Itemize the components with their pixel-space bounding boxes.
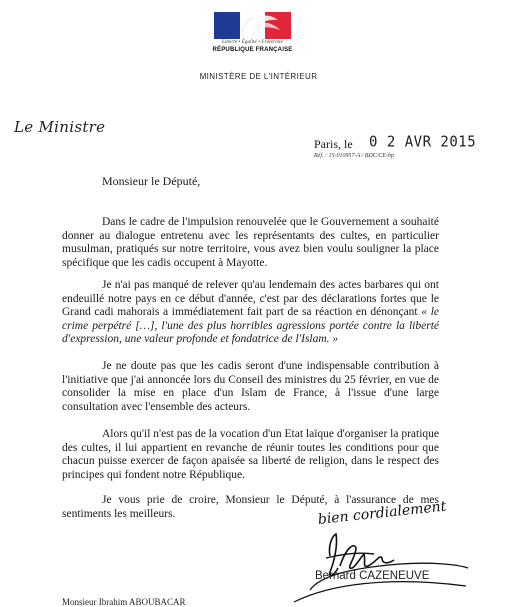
paragraph-2-intro: Je n'ai pas manqué de relever qu'au lendemain des actes barbares qui ont endeuillé notre pays en ce début d'année, c'est par des déclarations fortes que le Grand cadi mahorais a immédiatement fait part de sa réaction en dénonçant xyxy=(62,279,439,318)
addressee-name: Monsieur Ibrahim ABOUBACAR xyxy=(62,597,186,607)
handwritten-note: bien cordialement xyxy=(317,498,448,528)
paragraph-1: Dans le cadre de l'impulsion renouvelée que le Gouvernement a souhaité donner au dialogue entretenu avec les représentants des cultes, en particulier musulman, pratiqués sur notre territoire, vous avez bien voulu souligner la place spécifique que les cadis occupent à Mayotte. xyxy=(62,216,439,269)
paragraph-4: Alors qu'il n'est pas de la vocation d'un Etat laïque d'organiser la pratique des cultes, il lui appartient en revanche de réunir toutes les conditions pour que chacun puisse exercer de façon apaisée sa liberté de religion, dans le respect des principes qui fondent notre République. xyxy=(62,428,440,481)
republic-name: RÉPUBLIQUE FRANÇAISE xyxy=(212,47,293,53)
paragraph-2-quote: « le crime perpétré […], l'une des plus horribles agressions portée contre la liberté d'expression, une valeur profonde et fondatrice de l'Islam. » xyxy=(62,306,439,345)
date-stamp: 0 2 AVR 2015 xyxy=(369,133,477,151)
tricolor-flag xyxy=(214,12,291,39)
paragraph-5: Je vous prie de croire, Monsieur le Député, à l'assurance de mes sentiments les meilleurs. xyxy=(62,494,439,520)
sender-title: Le Ministre xyxy=(14,118,106,136)
ministry-name: MINISTÈRE DE L'INTÉRIEUR xyxy=(199,72,318,81)
marianne-logo xyxy=(214,12,291,62)
salutation: Monsieur le Député, xyxy=(102,174,201,188)
republic-motto: Liberté • Égalité • Fraternité xyxy=(222,40,283,45)
date-place: Paris, le xyxy=(314,137,353,151)
marianne-profile-icon xyxy=(214,12,291,39)
signer-name: Bernard CAZENEUVE xyxy=(315,570,430,582)
handwritten-signature xyxy=(290,528,490,603)
paragraph-2 xyxy=(62,279,439,347)
paragraph-3: Je ne doute pas que les cadis seront d'une indispensable contribution à l'initiative que j'ai annoncée lors du Conseil des ministres du 25 février, en vue de consolider la mise en place d'un Islam de France, à l'issue d'une large consultation avec l'ensemble des acteurs. xyxy=(62,360,439,413)
reference-number: Réf. : 15-010957-A / BDC/CE-bp xyxy=(314,153,395,159)
